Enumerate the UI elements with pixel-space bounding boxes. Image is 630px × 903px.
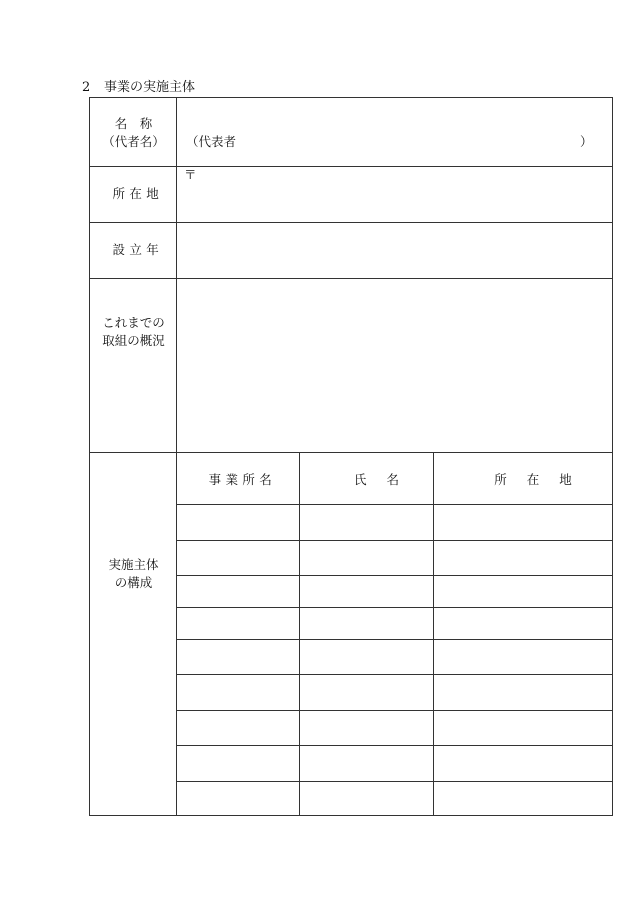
column-header-person: 氏名 [353,472,419,487]
table-row-divider [177,674,612,675]
section-heading [82,79,195,97]
name-field[interactable] [177,98,612,166]
table-row-divider [177,745,612,746]
table-row-divider [177,575,612,576]
table-row-divider [177,607,612,608]
history-label [90,314,177,350]
history-label-line2: 取組の概況 [102,333,165,348]
postal-mark: 〒 [184,167,197,182]
table-row-divider [177,781,612,782]
col-divider-2 [433,453,434,815]
established-label: 設立年 [112,242,164,257]
history-label-line1: これまでの [102,315,165,330]
name-label [90,115,177,151]
representative-close: ） [580,134,593,149]
structure-label [90,556,177,592]
name-label-line1: 名 称 [114,116,153,131]
table-row-divider [177,540,612,541]
name-label-line2: （代者名） [102,134,165,149]
history-field[interactable] [177,279,612,452]
section-number: 2 [82,80,91,95]
address-label: 所在地 [112,186,164,201]
implementing-entity-form [89,97,613,816]
representative-open: （代表者 [186,134,237,149]
col-divider-1 [299,453,300,815]
row-divider-history [90,452,612,453]
structure-label-line2: の構成 [114,575,153,590]
table-row-divider [177,639,612,640]
table-row-divider [177,710,612,711]
table-row-divider [177,504,612,505]
column-header-office: 事業所名 [208,472,277,487]
section-title: 事業の実施主体 [104,80,196,95]
established-field[interactable] [177,223,612,278]
structure-label-line1: 実施主体 [108,557,159,572]
address-field[interactable] [177,167,612,222]
column-header-location: 所在地 [494,472,592,487]
